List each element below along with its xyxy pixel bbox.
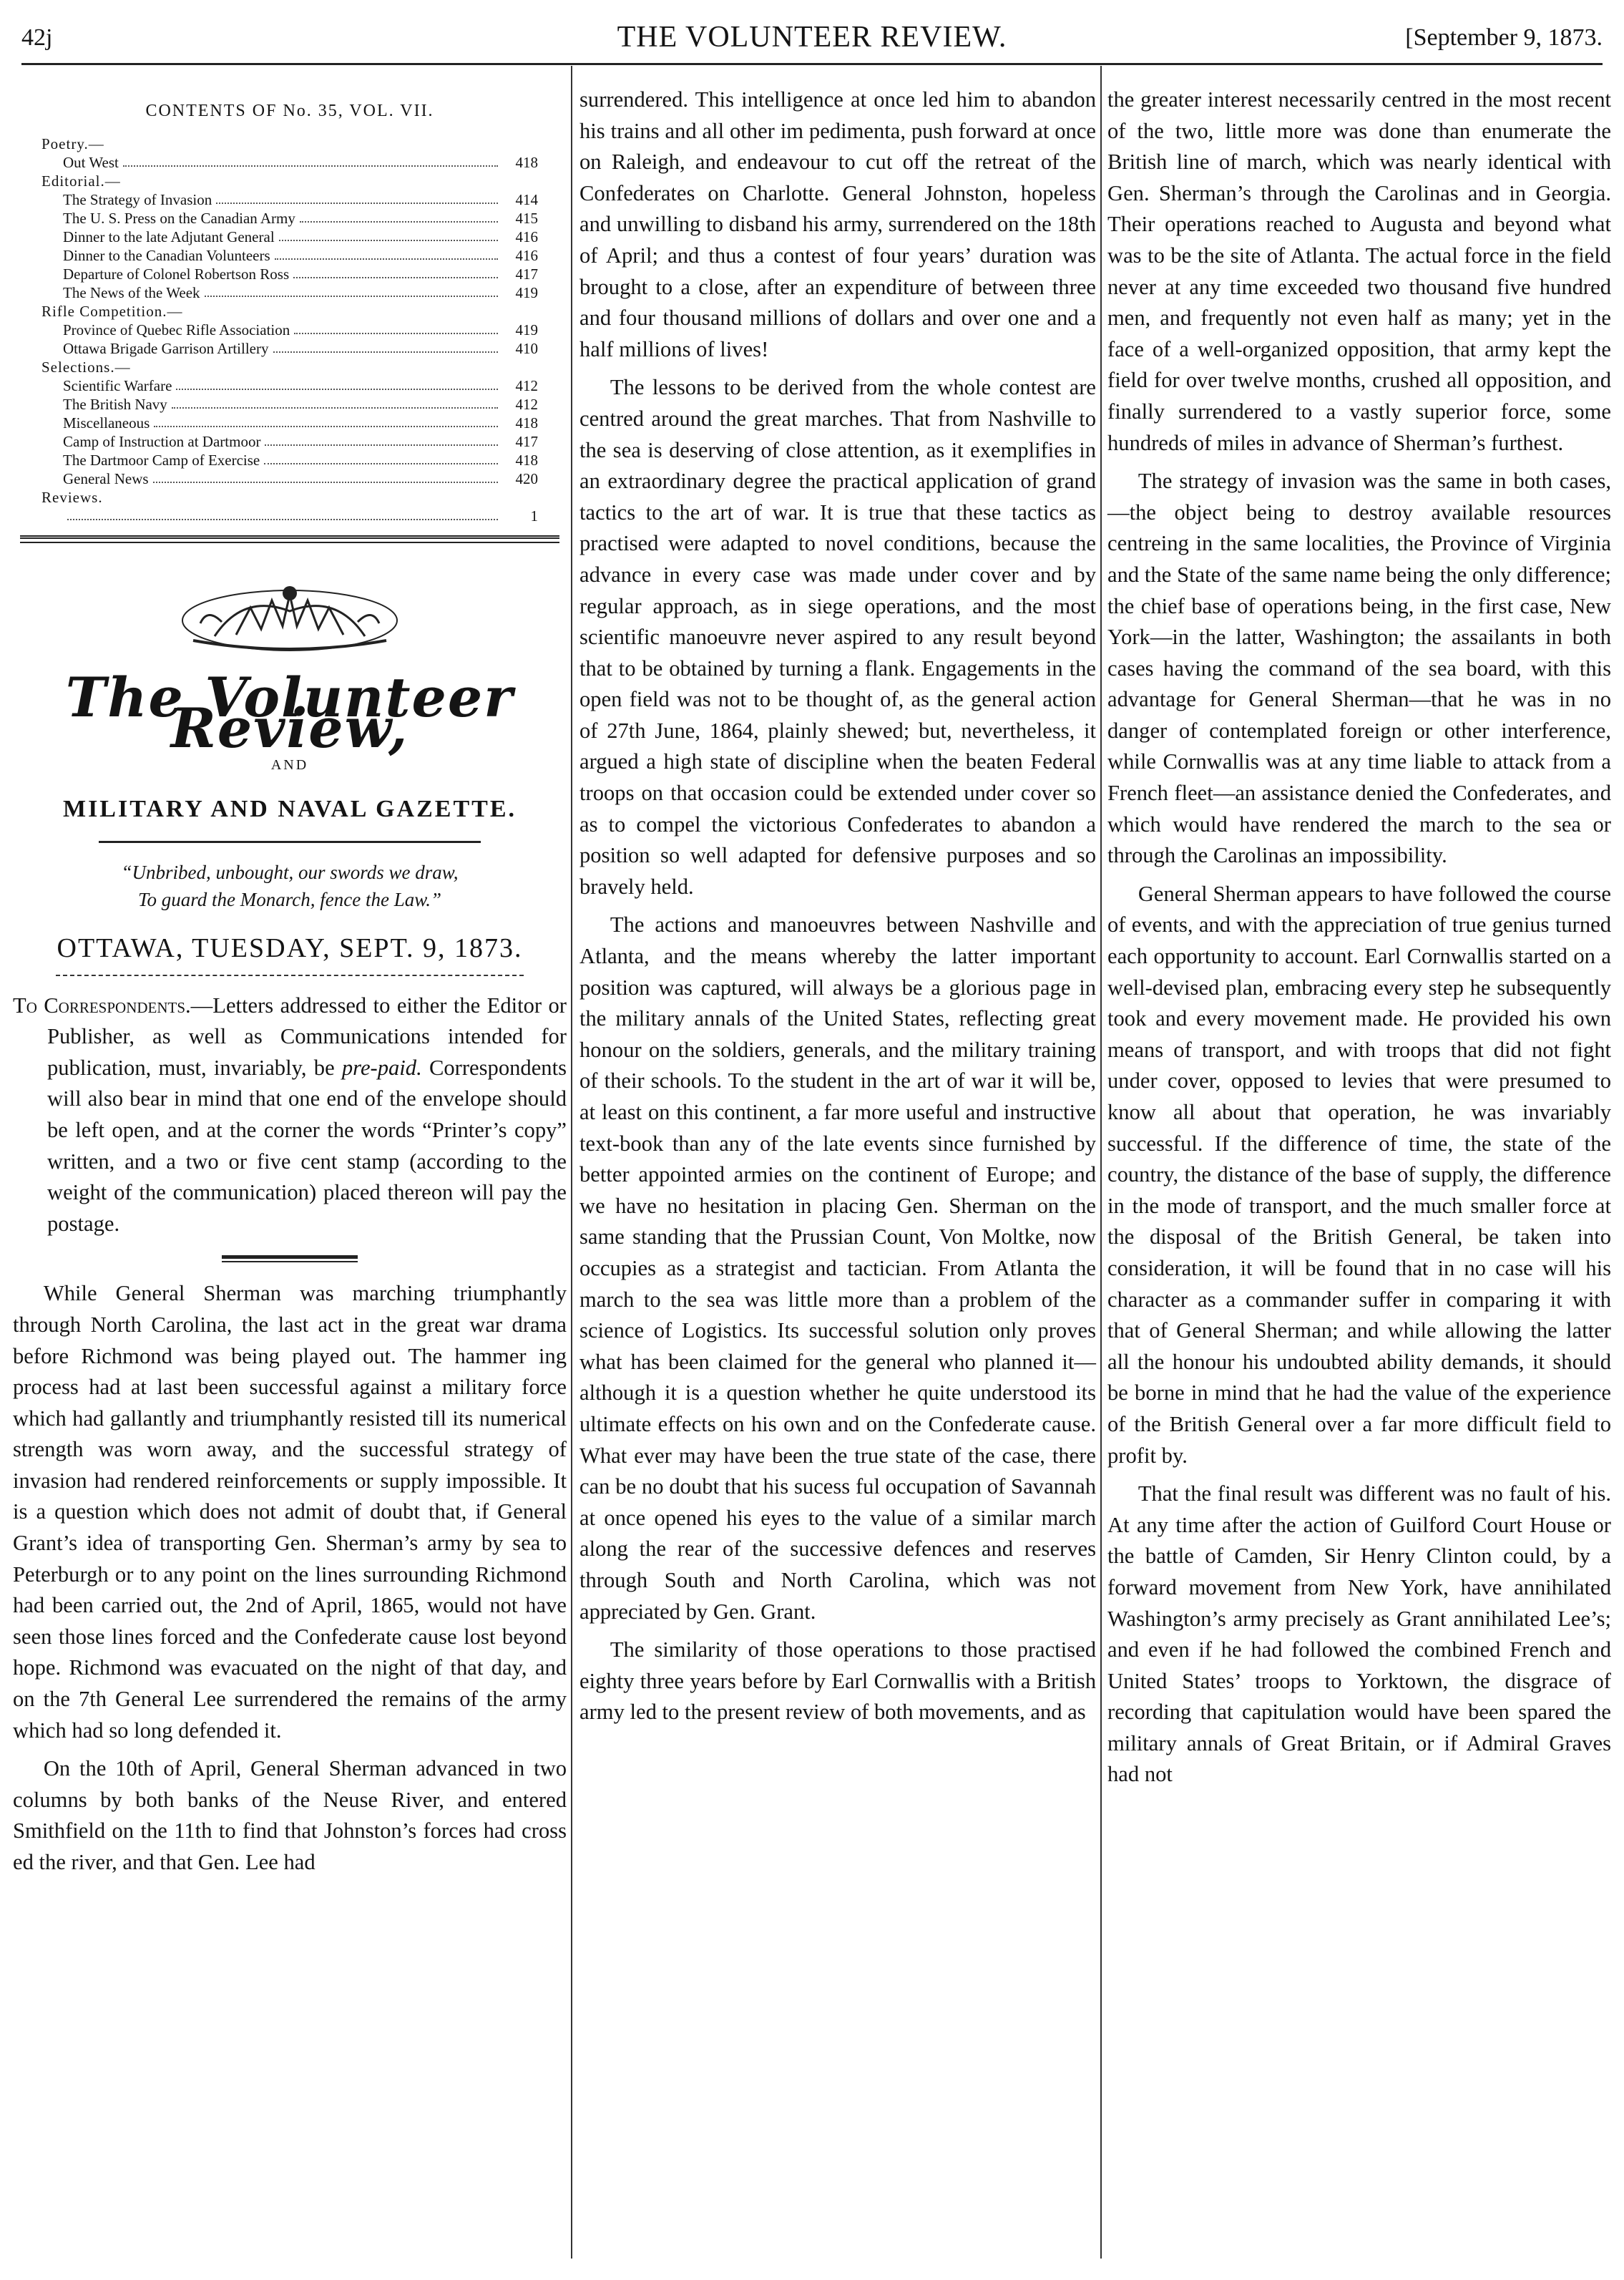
dot-leader [172,395,498,409]
masthead-rule [99,841,481,843]
article-paragraph: surrendered. This intelligence at once led him to abandon his trains and all other im pedimenta, push forward at once on Raleigh, and endeavour to cut off the retreat of the Confederates on Charlotte. General Johnston, hopeless and unwilling to disband his army, surrendered on the 18th of April; and thus a contest of four years’ duration was brought to a close, after an expenditure of between three and four thousand millions of dollars and over one and a half millions of lives! [579,87,1096,361]
masthead-title: The Volunteer Review, [65,665,514,761]
masthead-subtitle: MILITARY AND NAVAL GAZETTE. [62,796,517,823]
article-paragraph: General Sherman appears to have followed the course of events, and with the appreciation of true genius turned each opportunity to account. Earl Cornwallis started on a well-devised plan, embracing every step he subsequently took and every movement made. He provided his own means of transport, and with troops that did not fight under cover, opposed to levies that were presumed to know all about that operation, he was invariably successful. If the difference of time, the state of the country, the distance of the base of supply, the difference in the mode of transport, and the much smaller force at the disposal of the British General, be taken into consideration, it will be found that in no case will his character as a commander suffer in comparing it with that of General Sherman; and while allowing the latter all the honour his undoubted ability demands, it should be borne in mind that he had the value of the experience of the British General over a far more difficult field to profit by. [1107,881,1611,1468]
article-paragraph: the greater interest necessarily centred in the most recent of the two, little more was done than enumerate the British line of march, which was nearly identical with Gen. Sherman’s through the Carolinas and in Georgia. Their operations reached to Augusta and beyond what was to be the site of Atlanta. The actual force in the field never at any time exceeded two thousand five hundred men, and frequently not even half as many; yet in the face of a well-organized opposition, that army kept the field for over twelve months, crushed all opposition, and finally surrendered to a vastly superior force, some hundreds of miles in advance of Sherman’s furthest. [1107,87,1611,455]
contents-entry-page: 412 [515,376,538,394]
article-paragraph: On the 10th of April, General Sherman advanced in two columns by both banks of the Neuse River, and entered Smithfield on the 11th to find that Johnston’s forces had cross ed the river, and that Gen. Lee had [13,1756,567,1874]
dot-leader [264,451,498,464]
dot-leader [293,265,498,278]
contents-entry [41,469,538,488]
dot-leader [123,153,498,167]
contents-entry-page: 414 [515,190,538,208]
contents-entry [41,265,538,283]
contents-entry-title: Ottawa Brigade Garrison Artillery [63,339,269,357]
contents-entry [41,507,538,525]
contents-entry-page: 416 [515,228,538,245]
header-rule [21,63,1603,65]
notice-lead: To Correspondents. [13,993,191,1018]
contents-section-heading: Reviews. [41,488,103,506]
article-paragraph: That the final result was different was no fault of his. At any time after the action of Guilford Court House or the battle of Camden, Sir Henry Clinton could, by a forward movement from New York, have annihilated Washington’s army precisely as Grant annihilated Lee’s; and even if he had followed the combined French and United States’ troops to Yorktown, the disgrace of recording that capitulation would have been spared the military annals of Great Britain, or if Admiral Graves had not [1107,1481,1611,1787]
contents-entry-title [41,507,63,525]
column-3 [1107,84,1611,1791]
contents-entry-title: Departure of Colonel Robertson Ross [63,265,290,283]
contents-entry-title: Dinner to the late Adjutant General [63,228,275,245]
contents-entry-page: 417 [515,265,538,283]
contents-entry-title: The News of the Week [63,283,200,301]
contents-entry-title: Out West [63,153,119,171]
dot-leader [294,321,498,334]
issue-date: [September 9, 1873. [1405,24,1603,51]
emblem-icon [172,579,408,658]
contents-entry [41,321,538,339]
column-2 [579,84,1096,1728]
notice-prepaid: pre-paid. [341,1055,422,1080]
contents-section-heading: Rifle Competition.— [41,302,183,320]
contents-entry [41,246,538,265]
contents-entry-title: Camp of Instruction at Dartmoor [63,432,261,450]
contents-entry-page: 419 [515,283,538,301]
contents-entry-page: 418 [515,153,538,171]
contents-entry-page: 420 [515,469,538,487]
contents-entry [41,209,538,228]
contents-table [41,135,538,525]
contents-entry [41,451,538,469]
contents-section-heading: Editorial.— [41,172,121,190]
contents-entry [41,283,538,302]
publication-title: THE VOLUNTEER REVIEW. [617,21,1007,54]
contents-entry-title: The Strategy of Invasion [63,190,212,208]
dot-leader [265,432,498,446]
dot-leader [300,209,498,223]
contents-entry-page: 412 [515,395,538,413]
dot-leader [216,190,498,204]
contents-entry [41,339,538,358]
contents-entry [41,395,538,414]
contents-entry [41,432,538,451]
contents-entry [41,153,538,172]
dot-leader [154,414,498,427]
contents-entry-page: 410 [515,339,538,357]
contents-entry-title: Miscellaneous [63,414,150,432]
dot-leader [67,507,498,520]
contents-entry-title: Dinner to the Canadian Volunteers [63,246,270,264]
notice-text: Correspondents will also bear in mind that one end of the envelope should be left open, and at the corner the words “Printer’s copy” written, and a two or five cent stamp (according to the weight of the communication) placed thereon will pay the postage. [47,1055,567,1236]
contents-section-heading: Poetry.— [41,135,104,152]
dot-leader [176,376,498,390]
article-paragraph: The actions and manoeuvres between Nashville and Atlanta, and the means whereby the latter important position was captured, will always be a glorious page in the military annals of the United States, reflecting great honour on the soldiers, generals, and the military training of their schools. To the student in the art of war it will be, at least on this continent, a far more useful and instructive text-book than any of the late events since furnished by better appointed armies on the continent of Europe; and we have no hesitation in placing Gen. Sherman on the same standing that the Prussian Count, Von Moltke, now occupies as a strategist and tactician. From Atlanta the march to the sea was little more than a problem of the science of Logistics. Its successful solution only proves what has been claimed for the general who planned it—although it is a question whether he quite understood its ultimate effects on his own and on the Confederate cause. What ever may have been the true state of the case, there can be no doubt that his sucess ful occupation of Savannah at once opened his eyes to the value of a similar march along the rear of the successive defences and reserves through South and North Carolina, which was not appreciated by Gen. Grant. [579,912,1096,1624]
notice-to-correspondents [13,990,567,1240]
contents-entry [41,414,538,432]
column-1 [13,84,567,1879]
contents-title: CONTENTS OF No. 35, VOL. VII. [145,102,434,120]
contents-entry-title: General News [63,469,149,487]
contents-entry [41,376,538,395]
dateline: OTTAWA, TUESDAY, SEPT. 9, 1873. [57,932,523,963]
contents-entry-title: The U. S. Press on the Canadian Army [63,209,295,227]
contents-entry-page: 415 [515,209,538,227]
contents-entry-page: 417 [515,432,538,450]
contents-entry [41,190,538,209]
contents-entry-page: 1 [530,507,538,525]
contents-entry-page: 419 [515,321,538,338]
motto-line: “Unbribed, unbought, our swords we draw, [121,861,459,883]
dot-leader [205,283,498,297]
article-paragraph: The lessons to be derived from the whole contest are centred around the great marches. That from Nashville to the sea is deserving of close attention, as it exemplifies in an extraordinary degree the practical application of grand tactics to the art of war. It is true that these tactics as practised were adapted to novel conditions, because the advance in every case was made under cover and by regular approach, as in siege operations, and the most scientific manoeuvre never aspired to any result beyond that to be obtained by turning a flank. Engagements in the open field was not to be thought of, as the general action of 27th June, 1864, plainly shewed; but, nevertheless, it argued a high state of discipline when the beaten Federal troops on that occasion could be extended under cover so as to compel the victorious Confederates to abandon a position so well adapted for defensive purposes and so bravely held. [579,375,1096,899]
column-rule [571,66,572,2259]
dot-leader [275,246,498,260]
motto-line: To guard the Monarch, fence the Law.” [138,888,441,910]
contents-entry-page: 416 [515,246,538,264]
dot-leader [153,469,498,483]
dot-leader [273,339,499,353]
contents-entry-page: 418 [515,451,538,469]
contents-entry-title: Scientific Warfare [63,376,172,394]
notice-text: —Letters addressed to either the Editor or Publisher, as well as Communications intended for publication, must, invariably, be [47,993,567,1080]
contents-entry [41,228,538,246]
contents-entry-title: Province of Quebec Rifle Association [63,321,290,338]
running-header [21,14,1603,57]
article-paragraph: While General Sherman was marching triumphantly through North Carolina, the last act in the great war drama before Richmond was being played out. The hammer ing process had at last been successful against a military force which had gallantly and triumphantly resisted till its numerical strength was worn away, and the successful strategy of invasion had rendered reinforcements or supply impossible. It is a question which does not admit of doubt that, if General Grant’s idea of transporting Gen. Sherman’s army by sea to Peterburgh or to any point on the lines surrounding Richmond had been carried out, the 2nd of April, 1865, would not have seen those lines forced and the Confederate cause lost beyond hope. Richmond was evacuated on the night of that day, and on the 7th General Lee surrendered the remains of the army which had so long defended it. [13,1281,567,1743]
masthead-and: AND [270,756,309,773]
page-number: 42j [21,24,53,51]
motto [13,859,567,913]
contents-section-heading: Selections.— [41,358,131,376]
column-rule [1100,66,1102,2259]
article-paragraph: The strategy of invasion was the same in both cases,—the object being to destroy available resources centreing in the same localities, the Province of Virginia and the State of the same name being the only difference; the chief base of operations being, in the first case, New York—in the latter, Washington; the assailants in both cases having the command of the sea board, with this advantage for General Sherman—that he was in no danger of contemplated foreign or other interference, while Cornwallis was at any time liable to attack from a French fleet—an assistance denied the Confederates, and which would have rendered the march to the sea or through the Carolinas an impossibility. [1107,469,1611,868]
section-separator [222,1255,358,1262]
dateline-rule [56,975,524,976]
contents-entry-title: The Dartmoor Camp of Exercise [63,451,260,469]
article-paragraph: The similarity of those operations to those practised eighty three years before by Earl Cornwallis with a British army led to the present review of both movements, and as [579,1637,1096,1725]
contents-entry-title: The British Navy [63,395,167,413]
contents-rule [20,535,559,543]
dot-leader [279,228,498,241]
contents-entry-page: 418 [515,414,538,432]
